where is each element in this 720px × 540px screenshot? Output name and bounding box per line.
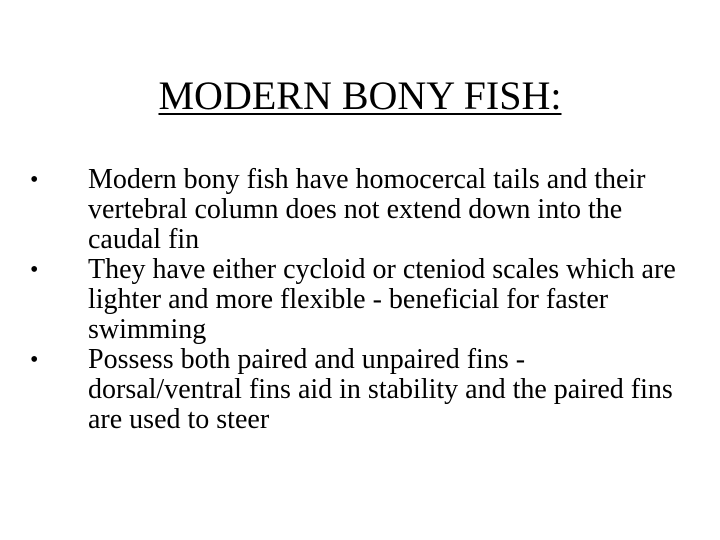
bullet-item-tails [30,165,680,255]
bullet-item-scales [30,255,680,345]
bullet-list [30,165,680,435]
bullet-marker: • [30,167,39,193]
bullet-text: Possess both paired and unpaired fins - dorsal/ventral fins aid in stability and the paired fins are used to steer [88,344,673,435]
bullet-text: Modern bony fish have homocercal tails and their vertebral column does not extend down into the caudal fin [88,164,646,255]
slide-title: MODERN BONY FISH: [158,73,562,118]
bullet-marker: • [30,347,39,373]
bullet-text: They have either cycloid or cteniod scales which are lighter and more flexible - beneficial for faster swimming [88,254,676,345]
bullet-marker: • [30,257,39,283]
bullet-item-fins [30,345,680,435]
